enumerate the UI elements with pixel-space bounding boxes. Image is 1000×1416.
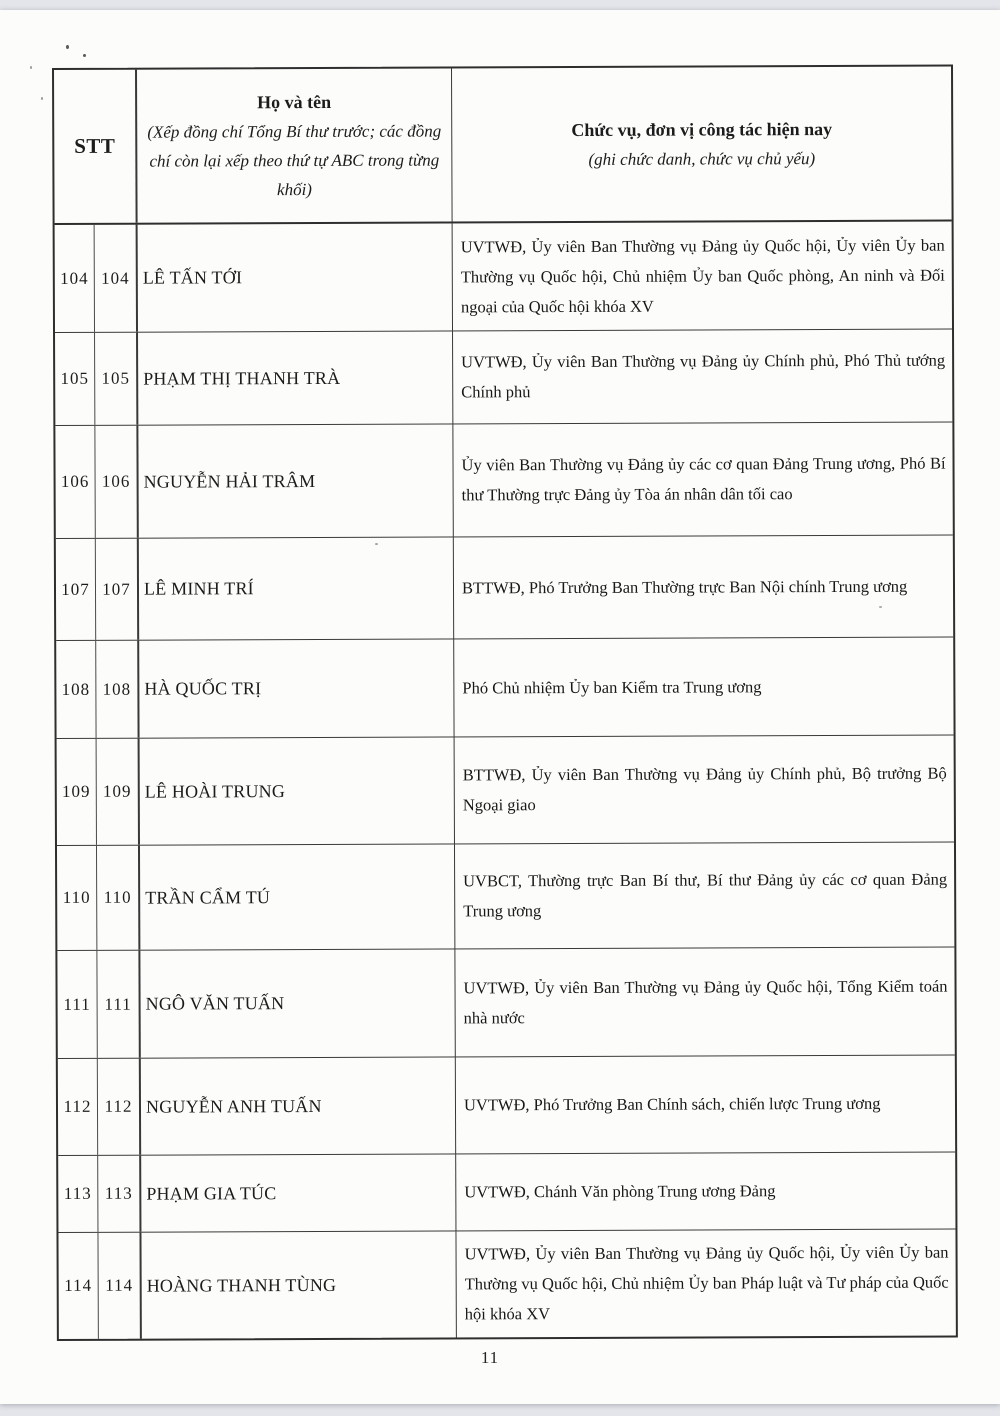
table-row (57, 842, 954, 950)
row-stt-duplicate: 107 (96, 539, 139, 640)
row-stt-duplicate: 104 (95, 225, 138, 332)
row-stt: 108 (56, 641, 96, 738)
scan-speck (41, 97, 43, 100)
row-position (455, 843, 954, 949)
row-name: TRẦN CẨM TÚ (140, 844, 455, 949)
row-stt-duplicate: 108 (96, 641, 139, 738)
table-row (55, 329, 952, 425)
header-name-title: Họ và tên (257, 91, 332, 112)
row-stt-duplicate: 113 (98, 1156, 141, 1232)
row-position-text: Phó Chủ nhiệm Ủy ban Kiểm tra Trung ương (462, 676, 762, 697)
row-position-text: UVTWĐ, Chánh Văn phòng Trung ương Đảng (464, 1181, 776, 1202)
row-position-text: UVBCT, Thường trực Ban Bí thư, Bí thư Đảng ủy các cơ quan Đảng Trung ương (463, 869, 948, 921)
row-position (453, 330, 952, 424)
table-row (57, 947, 954, 1058)
row-name: LÊ HOÀI TRUNG (140, 737, 455, 844)
row-position-text: UVTWĐ, Phó Trưởng Ban Chính sách, chiến lược Trung ương (463, 1093, 881, 1115)
table-body (55, 222, 956, 1339)
row-stt: 109 (57, 739, 97, 845)
row-name: HOÀNG THANH TÙNG (141, 1231, 456, 1338)
row-position (455, 948, 954, 1057)
row-stt: 104 (55, 225, 95, 332)
row-name: HÀ QUỐC TRỊ (139, 639, 454, 737)
row-position (456, 1153, 955, 1231)
table-row (57, 735, 954, 845)
row-name: NGUYỄN ANH TUẤN (141, 1057, 456, 1154)
row-name: LÊ TẤN TỚI (138, 223, 453, 331)
table-row (55, 422, 952, 538)
row-stt: 106 (55, 426, 95, 538)
table-row (58, 1055, 955, 1155)
row-name: LÊ MINH TRÍ (139, 537, 454, 639)
row-stt: 110 (57, 846, 97, 950)
row-position-text: UVTWĐ, Ủy viên Ban Thường vụ Đảng ủy Quốc hội, Tổng Kiểm toán nhà nước (463, 976, 948, 1027)
row-name: PHẠM THỊ THANH TRÀ (138, 331, 453, 424)
scan-speck (66, 45, 69, 49)
row-stt-duplicate: 106 (95, 426, 138, 538)
table-row (58, 1152, 955, 1232)
row-stt-duplicate: 105 (95, 333, 138, 425)
header-position-title: Chức vụ, đơn vị công tác hiện nay (571, 118, 833, 140)
row-position-text: BTTWĐ, Ủy viên Ban Thường vụ Đảng ủy Chính phủ, Bộ trưởng Bộ Ngoại giao (462, 763, 947, 815)
row-position-text: Ủy viên Ban Thường vụ Đảng ủy các cơ quan Đảng Trung ương, Phó Bí thư Thường trực Đảng ủy Tòa án nhân dân tối cao (461, 453, 946, 505)
row-position (454, 536, 953, 639)
row-position (456, 1230, 955, 1338)
row-stt: 107 (56, 539, 96, 640)
row-stt: 111 (57, 951, 97, 1058)
header-name-note: (Xếp đồng chí Tổng Bí thư trước; các đồng chí còn lại xếp theo thứ tự ABC trong từng khối) (147, 121, 442, 199)
table-row (58, 1229, 955, 1339)
row-stt-duplicate: 114 (98, 1233, 141, 1339)
row-stt: 114 (58, 1233, 98, 1339)
personnel-table (52, 65, 958, 1341)
row-position-text: UVTWĐ, Ủy viên Ban Thường vụ Đảng ủy Chính phủ, Phó Thủ tướng Chính phủ (461, 350, 946, 402)
row-name: PHẠM GIA TÚC (141, 1154, 456, 1231)
row-position-text: UVTWĐ, Ủy viên Ban Thường vụ Đảng ủy Quốc hội, Ủy viên Ủy ban Thường vụ Quốc hội, Chủ nhiệm Ủy ban Pháp luật và Tư pháp của Quốc hội khóa XV (464, 1242, 949, 1324)
row-position (454, 638, 953, 737)
row-position (456, 1056, 955, 1154)
row-position (455, 736, 954, 844)
row-stt: 105 (55, 333, 95, 425)
table-row (56, 535, 953, 640)
table-row (55, 222, 952, 332)
row-position-text: BTTWĐ, Phó Trưởng Ban Thường trực Ban Nội chính Trung ương (461, 576, 908, 597)
document-page (0, 10, 1000, 1404)
page-number: 11 (480, 1348, 500, 1367)
scan-speck (83, 54, 86, 57)
row-stt-duplicate: 109 (97, 739, 140, 845)
row-position (453, 423, 952, 537)
row-name: NGUYỄN HẢI TRÂM (138, 424, 453, 537)
row-position (453, 222, 952, 331)
row-stt: 113 (58, 1156, 98, 1232)
table-header-row (54, 67, 952, 225)
header-position-note: (ghi chức danh, chức vụ chủ yếu) (588, 148, 816, 169)
header-stt: STT (54, 70, 138, 223)
row-stt-duplicate: 111 (97, 951, 140, 1058)
scan-speck (30, 66, 32, 69)
row-name: NGÔ VĂN TUẤN (140, 949, 455, 1057)
header-position (452, 67, 952, 222)
row-stt: 112 (58, 1059, 98, 1155)
row-position-text: UVTWĐ, Ủy viên Ban Thường vụ Đảng ủy Quốc hội, Ủy viên Ủy ban Thường vụ Quốc hội, Chủ nhiệm Ủy ban Quốc phòng, An ninh và Đối ngoại của Quốc hội khóa XV (460, 235, 945, 316)
row-stt-duplicate: 110 (97, 846, 140, 950)
row-stt-duplicate: 112 (98, 1059, 141, 1155)
table-row (56, 637, 953, 738)
header-name (137, 68, 453, 222)
